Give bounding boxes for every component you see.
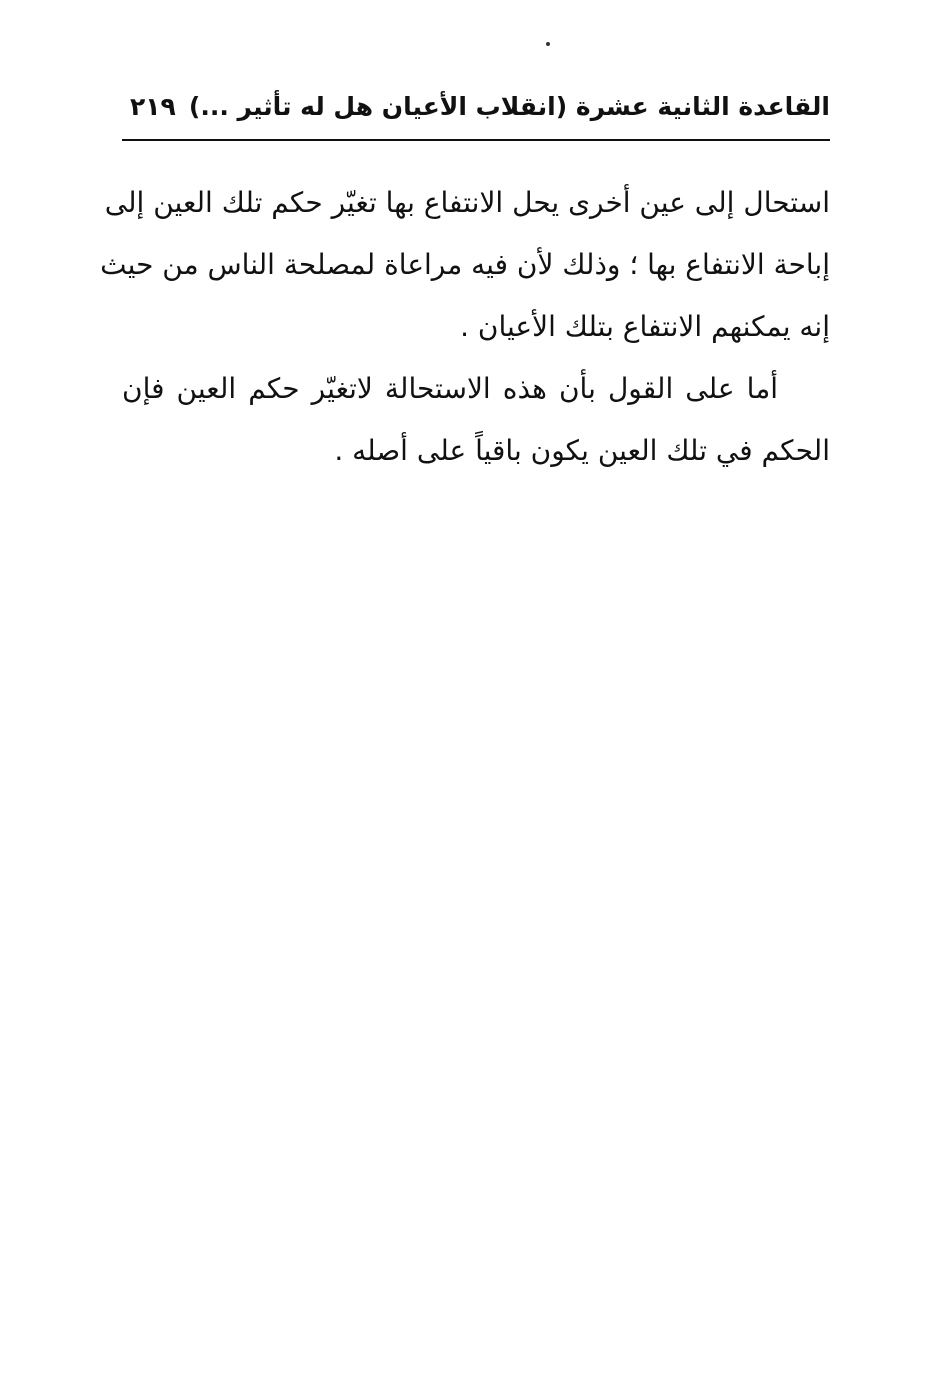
paragraph-2 [122, 358, 830, 482]
text-line: الحكم في تلك العين يكون باقياً على أصله . [334, 434, 830, 467]
header-rule [122, 139, 830, 141]
running-title: القاعدة الثانية عشرة (انقلاب الأعيان هل له تأثير ...) [188, 91, 830, 121]
scan-speck [546, 42, 550, 46]
paragraph-1 [100, 172, 830, 358]
text-line: أما على القول بأن هذه الاستحالة لاتغيّر حكم العين فإن [122, 372, 778, 405]
text-line: إنه يمكنهم الانتفاع بتلك الأعيان . [460, 310, 830, 343]
main-text [100, 172, 830, 482]
page-header [122, 84, 830, 128]
text-line: إباحة الانتفاع بها ؛ وذلك لأن فيه مراعاة لمصلحة الناس من حيث [100, 248, 830, 281]
text-line: استحال إلى عين أخرى يحل الانتفاع بها تغيّر حكم تلك العين إلى [104, 186, 830, 219]
page-number: ٢١٩ [130, 91, 176, 121]
